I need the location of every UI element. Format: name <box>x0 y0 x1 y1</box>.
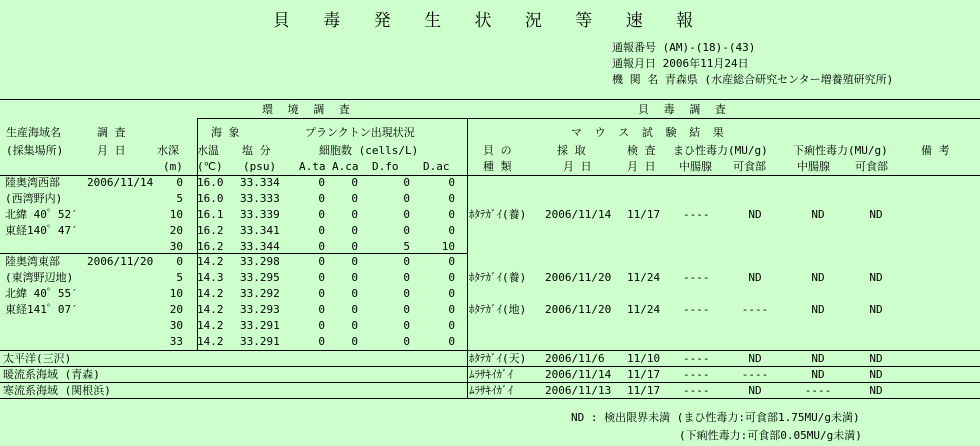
env-cell-dac: 0 <box>448 255 455 268</box>
toxin-cell-dsp-mid: ND <box>811 208 825 221</box>
water-temp-header: 水温 <box>197 144 219 157</box>
a-ta-header: A.ta <box>299 160 326 173</box>
environment-header: 環 境 調 査 <box>262 103 354 116</box>
env-cell-ata: 0 <box>318 255 325 268</box>
survey-header: 調 査 <box>97 126 126 139</box>
dsp-header: 下痢性毒力(MU/g) <box>793 144 888 157</box>
d-fo-header: D.fo <box>372 160 399 173</box>
env-cell-depth: 10 <box>169 287 183 300</box>
row-separator-2 <box>0 366 980 367</box>
toxin-cell-dsp-mid: ND <box>811 352 825 365</box>
toxin-cell-inspect: 11/24 <box>627 271 661 284</box>
footnote-nd: ND : 検出限界未満 (まひ性毒力:可食部1.75MU/g未満) <box>571 411 860 424</box>
env-cell-dac: 0 <box>448 224 455 237</box>
toxin-cell-harvest: 2006/11/13 <box>545 384 612 397</box>
env-cell-sal: 33.333 <box>240 192 280 205</box>
toxin-cell-kind: ﾎﾀﾃｶﾞｲ(地) <box>469 303 527 316</box>
env-cell-area: 陸奥湾西部 <box>5 176 60 189</box>
a-ca-header: A.ca <box>332 160 359 173</box>
toxin-cell-dsp-edi: ND <box>869 271 883 284</box>
shellfish-header: 貝 毒 調 査 <box>638 103 730 116</box>
env-cell-aca: 0 <box>351 224 358 237</box>
salinity-unit: (psu) <box>243 160 277 173</box>
env-cell-aca: 0 <box>351 192 358 205</box>
month-day-header: 月 日 <box>97 144 126 157</box>
env-cell-aca: 0 <box>351 303 358 316</box>
env-cell-depth: 20 <box>169 224 183 237</box>
group-separator <box>0 253 467 254</box>
env-cell-sal: 33.334 <box>240 176 280 189</box>
env-cell-depth: 20 <box>169 303 183 316</box>
env-cell-sal: 33.292 <box>240 287 280 300</box>
toxin-cell-dsp-mid: ND <box>811 368 825 381</box>
toxin-cell-area: 太平洋(三沢) <box>3 352 72 365</box>
toxin-cell-kind: ﾎﾀﾃｶﾞｲ(天) <box>469 352 527 365</box>
toxin-cell-harvest: 2006/11/14 <box>545 208 612 221</box>
env-cell-temp: 14.2 <box>197 319 224 332</box>
env-cell-temp: 16.0 <box>197 176 224 189</box>
env-cell-depth: 10 <box>169 208 183 221</box>
env-cell-depth: 30 <box>169 240 183 253</box>
toxin-cell-psp-edi: ---- <box>741 368 769 381</box>
page-title: 貝 毒 発 生 状 況 等 速 報 <box>272 11 708 31</box>
toxin-cell-psp-edi: ---- <box>741 303 769 316</box>
toxin-cell-dsp-edi: ND <box>869 352 883 365</box>
row-separator-1 <box>0 350 980 351</box>
env-cell-ata: 0 <box>318 192 325 205</box>
toxin-cell-dsp-edi: ND <box>869 384 883 397</box>
toxin-cell-inspect: 11/10 <box>627 352 661 365</box>
env-cell-dfo: 0 <box>403 287 410 300</box>
env-cell-dfo: 0 <box>403 271 410 284</box>
cells-header: 細胞数 (cells/L) <box>319 144 419 157</box>
env-cell-dfo: 0 <box>403 303 410 316</box>
row-separator-3 <box>0 382 980 383</box>
toxin-cell-kind: ﾑﾗｻｷｲｶﾞｲ <box>469 368 513 381</box>
institution: 機 関 名 青森県 (水産総合研究センター増養殖研究所) <box>612 73 894 86</box>
dsp-midgut-header: 中腸腺 <box>797 160 830 173</box>
env-cell-temp: 16.2 <box>197 240 224 253</box>
env-cell-sal: 33.344 <box>240 240 280 253</box>
toxin-cell-harvest: 2006/11/6 <box>545 352 605 365</box>
env-cell-area: (東湾野辺地) <box>5 271 74 284</box>
salinity-header: 塩 分 <box>242 144 271 157</box>
env-cell-aca: 0 <box>351 319 358 332</box>
env-cell-ata: 0 <box>318 224 325 237</box>
env-cell-dac: 0 <box>448 335 455 348</box>
env-cell-date: 2006/11/14 <box>87 176 154 189</box>
toxin-cell-dsp-edi: ND <box>869 368 883 381</box>
toxin-cell-dsp-edi: ND <box>869 303 883 316</box>
env-cell-date: 2006/11/20 <box>87 255 154 268</box>
env-cell-area: 東経141゜07′ <box>5 303 78 316</box>
shellfish-left-rule <box>467 118 468 350</box>
env-cell-area: 北緯 40゜55′ <box>5 287 78 300</box>
env-cell-dac: 0 <box>448 271 455 284</box>
kind-header: 種 類 <box>483 160 512 173</box>
toxin-cell-kind: ﾎﾀﾃｶﾞｲ(養) <box>469 271 527 284</box>
harvest-header: 採 取 <box>557 144 586 157</box>
toxin-cell-inspect: 11/17 <box>627 368 661 381</box>
temp-unit: (℃) <box>197 160 223 173</box>
env-cell-dac: 0 <box>448 176 455 189</box>
env-cell-sal: 33.295 <box>240 271 280 284</box>
env-cell-dfo: 5 <box>403 240 410 253</box>
toxin-cell-dsp-mid: ---- <box>804 384 832 397</box>
env-cell-ata: 0 <box>318 319 325 332</box>
toxin-cell-dsp-mid: ND <box>811 303 825 316</box>
footnote-dsp: (下痢性毒力:可食部0.05MU/g未満) <box>679 429 862 442</box>
psp-edible-header: 可食部 <box>733 160 766 173</box>
env-cell-aca: 0 <box>351 176 358 189</box>
toxin-cell-harvest: 2006/11/20 <box>545 303 612 316</box>
toxin-cell-harvest: 2006/11/20 <box>545 271 612 284</box>
env-cell-dfo: 0 <box>403 319 410 332</box>
env-cell-dfo: 0 <box>403 208 410 221</box>
env-cell-dac: 0 <box>448 303 455 316</box>
env-cell-dac: 0 <box>448 192 455 205</box>
shellfish-rule <box>467 118 980 119</box>
depth-header: 水深 <box>157 144 179 157</box>
toxin-cell-psp-edi: ND <box>748 384 762 397</box>
toxin-cell-inspect: 11/24 <box>627 303 661 316</box>
env-cell-dfo: 0 <box>403 224 410 237</box>
table-bottom-rule <box>0 398 980 399</box>
env-cell-temp: 16.2 <box>197 224 224 237</box>
toxin-cell-inspect: 11/17 <box>627 208 661 221</box>
env-cell-temp: 14.2 <box>197 255 224 268</box>
env-cell-sal: 33.293 <box>240 303 280 316</box>
report-date: 通報月日 2006年11月24日 <box>612 57 749 70</box>
env-cell-ata: 0 <box>318 271 325 284</box>
env-cell-area: 北緯 40゜52′ <box>5 208 78 221</box>
env-cell-area: 陸奥湾東部 <box>5 255 60 268</box>
area-name-header: 生産海域名 <box>6 126 61 139</box>
toxin-cell-psp-mid: ---- <box>683 352 710 365</box>
inspect-date-header: 月 日 <box>627 160 656 173</box>
env-cell-aca: 0 <box>351 287 358 300</box>
env-cell-aca: 0 <box>351 255 358 268</box>
env-cell-temp: 16.0 <box>197 192 224 205</box>
env-cell-aca: 0 <box>351 335 358 348</box>
toxin-cell-kind: ﾎﾀﾃｶﾞｲ(養) <box>469 208 527 221</box>
env-cell-dfo: 0 <box>403 176 410 189</box>
env-cell-temp: 16.1 <box>197 208 224 221</box>
env-cell-area: (西湾野内) <box>5 192 63 205</box>
toxin-cell-psp-mid: ---- <box>683 303 710 316</box>
toxin-cell-area: 寒流系海域 (関根浜) <box>3 384 111 397</box>
env-cell-temp: 14.2 <box>197 303 224 316</box>
env-cell-depth: 0 <box>176 176 183 189</box>
env-cell-dfo: 0 <box>403 192 410 205</box>
toxin-cell-inspect: 11/17 <box>627 384 661 397</box>
env-cell-temp: 14.2 <box>197 287 224 300</box>
env-cell-dac: 10 <box>441 240 455 253</box>
env-cell-temp: 14.2 <box>197 335 224 348</box>
env-cell-depth: 5 <box>176 271 183 284</box>
env-cell-dfo: 0 <box>403 255 410 268</box>
env-cell-dac: 0 <box>448 319 455 332</box>
toxin-cell-psp-edi: ND <box>748 352 762 365</box>
env-cell-ata: 0 <box>318 335 325 348</box>
env-cell-ata: 0 <box>318 303 325 316</box>
env-cell-sal: 33.298 <box>240 255 280 268</box>
lower-shellfish-rule <box>467 350 468 398</box>
plankton-header: プランクトン出現状況 <box>305 126 415 139</box>
toxin-cell-harvest: 2006/11/14 <box>545 368 612 381</box>
env-cell-sal: 33.291 <box>240 335 280 348</box>
env-cell-depth: 0 <box>176 255 183 268</box>
inspect-header: 検 査 <box>627 144 656 157</box>
toxin-cell-psp-edi: ND <box>748 208 762 221</box>
toxin-cell-psp-edi: ND <box>748 271 762 284</box>
env-cell-ata: 0 <box>318 208 325 221</box>
env-cell-dac: 0 <box>448 208 455 221</box>
env-cell-aca: 0 <box>351 271 358 284</box>
env-cell-ata: 0 <box>318 176 325 189</box>
environment-rule <box>197 118 467 119</box>
toxin-cell-dsp-edi: ND <box>869 208 883 221</box>
toxin-cell-psp-mid: ---- <box>683 384 710 397</box>
toxin-cell-kind: ﾑﾗｻｷｲｶﾞｲ <box>469 384 513 397</box>
toxin-cell-psp-mid: ---- <box>683 208 710 221</box>
harvest-date-header: 月 日 <box>563 160 592 173</box>
toxin-cell-psp-mid: ---- <box>683 271 710 284</box>
env-cell-depth: 5 <box>176 192 183 205</box>
d-ac-header: D.ac <box>423 160 450 173</box>
env-cell-dfo: 0 <box>403 335 410 348</box>
env-cell-sal: 33.341 <box>240 224 280 237</box>
psp-midgut-header: 中腸腺 <box>679 160 712 173</box>
shell-header: 貝 の <box>483 144 512 157</box>
remarks-header: 備 考 <box>921 144 950 157</box>
depth-unit: (m) <box>163 160 183 173</box>
env-cell-ata: 0 <box>318 240 325 253</box>
toxin-cell-psp-mid: ---- <box>683 368 710 381</box>
sampling-place-header: (採集場所) <box>6 144 64 157</box>
env-cell-ata: 0 <box>318 287 325 300</box>
report-number: 通報番号 (AM)-(18)-(43) <box>612 41 756 54</box>
psp-header: まひ性毒力(MU/g) <box>673 144 768 157</box>
sea-header: 海 象 <box>211 126 240 139</box>
env-cell-aca: 0 <box>351 240 358 253</box>
env-cell-temp: 14.3 <box>197 271 224 284</box>
mouse-test-header: マ ウ ス 試 験 結 果 <box>571 126 727 139</box>
env-cell-aca: 0 <box>351 208 358 221</box>
env-cell-sal: 33.339 <box>240 208 280 221</box>
dsp-edible-header: 可食部 <box>855 160 888 173</box>
env-cell-dac: 0 <box>448 287 455 300</box>
toxin-cell-dsp-mid: ND <box>811 271 825 284</box>
toxin-cell-area: 暖流系海域 (青森) <box>3 368 100 381</box>
env-cell-depth: 33 <box>169 335 183 348</box>
table-top-rule <box>0 99 980 100</box>
env-cell-area: 東経140゜47′ <box>5 224 78 237</box>
env-cell-sal: 33.291 <box>240 319 280 332</box>
env-cell-depth: 30 <box>169 319 183 332</box>
